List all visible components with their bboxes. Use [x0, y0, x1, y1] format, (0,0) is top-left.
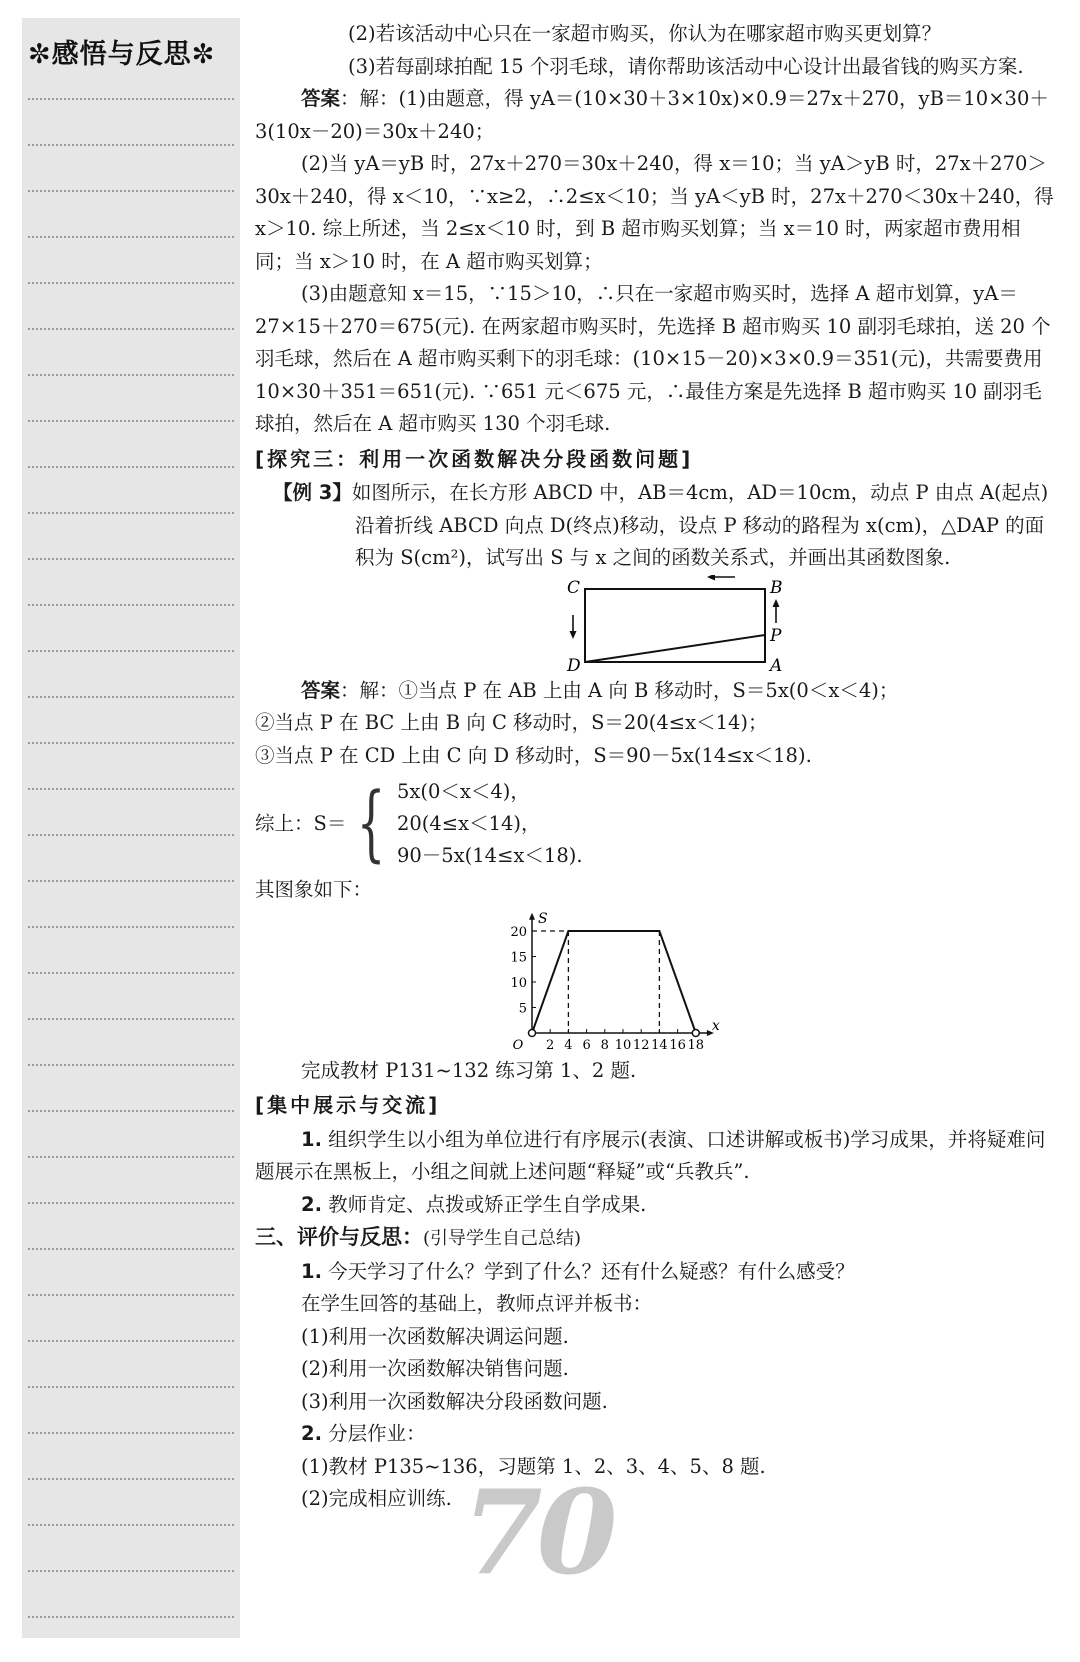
- answer-2-line-1-text: ：解：①当点 P 在 AB 上由 A 向 B 移动时，S＝5x(0＜x＜4)；: [340, 678, 899, 702]
- question-3: (3)若每副球拍配 15 个羽毛球，请你帮助该活动中心设计出最省钱的购买方案.: [348, 54, 1024, 78]
- textbook-exercise: 完成教材 P131~132 练习第 1、2 题.: [301, 1058, 637, 1082]
- homework-1: (1)教材 P135~136，习题第 1、2、3、4、5、8 题.: [301, 1454, 766, 1478]
- ruled-line: [28, 1524, 234, 1526]
- answer-1-part-3: (3)由题意知 x＝15，∵15＞10，∴只在一家超市购买时，选择 A 超市划算，yA＝27×15＋270＝675(元). 在两家超市购买时，先选择 B 超市购买 10 副羽毛球拍，送 20 个羽毛球，然后在 A 超市购买剩下的羽毛球：(10×15－20)×3×0.9＝351(元)，共需要费用 10×30＋351＝651(元). ∵651 元＜675 元，∴最佳方案是先选择 B 超市购买 10 副羽毛球拍，然后在 A 超市购买 130 个羽毛球.: [255, 282, 1051, 435]
- y-tick-label: 15: [510, 950, 527, 965]
- section-title-eval: [255, 1221, 1055, 1256]
- section-title-show: [集中展示与交流]: [255, 1093, 441, 1117]
- answer-1-part-1: [255, 83, 1055, 148]
- graph-intro: 其图象如下：: [255, 878, 373, 901]
- ruled-line: [28, 558, 234, 560]
- section-title-explore-3: [探究三：利用一次函数解决分段函数问题]: [255, 446, 694, 471]
- ruled-line: [28, 834, 234, 836]
- x-tick-label: O: [512, 1037, 524, 1053]
- x-tick-label: 2: [546, 1037, 555, 1053]
- example-label: 【例 3】: [273, 481, 352, 504]
- x-tick-label: 18: [687, 1037, 705, 1053]
- ruled-line: [28, 1248, 234, 1250]
- y-axis-arrow-icon: [529, 912, 535, 919]
- case-2: 20(4≤x＜14)，: [396, 812, 541, 835]
- label-d: D: [567, 655, 581, 675]
- ruled-line: [28, 420, 234, 422]
- open-point-start: [529, 1029, 536, 1036]
- ruled-line: [28, 1202, 234, 1204]
- eval-title: 三、评价与反思：: [255, 1225, 423, 1249]
- ruled-line: [28, 742, 234, 744]
- function-graph: [255, 907, 1055, 1055]
- ruled-line: [28, 926, 234, 928]
- ruled-line: [28, 144, 234, 146]
- answer-2-line-2: ②当点 P 在 BC 上由 B 向 C 移动时，S＝20(4≤x＜14)；: [255, 711, 768, 734]
- ruled-line: [28, 328, 234, 330]
- ruled-line: [28, 282, 234, 284]
- example-3-text: 如图所示，在长方形 ABCD 中，AB＝4cm，AD＝10cm，动点 P 由点 A(起点)沿着折线 ABCD 向点 D(终点)移动，设点 P 移动的路程为 x(cm)，△DAP 的面积为 S(cm²)，试写出 S 与 x 之间的函数关系式，并画出其函数图象.: [351, 481, 1049, 569]
- ruled-line: [28, 1570, 234, 1572]
- function-line: [532, 931, 696, 1033]
- show-item-1-text: 组织学生以小组为单位进行有序展示(表演、口述讲解或板书)学习成果，并将疑难问题展示在黑板上，小组之间就上述问题“释疑”或“兵教兵”.: [255, 1127, 1046, 1183]
- item-number: 1.: [301, 1127, 322, 1151]
- x-tick-label: 14: [651, 1037, 668, 1053]
- ruled-line: [28, 466, 234, 468]
- open-point-end: [692, 1029, 699, 1036]
- label-a: A: [770, 655, 783, 675]
- item-number: 1.: [301, 1259, 322, 1283]
- ruled-line: [28, 1110, 234, 1112]
- item-number: 2.: [301, 1192, 322, 1216]
- segment-dp: [585, 635, 765, 662]
- y-tick-label: 5: [518, 1001, 527, 1016]
- ruled-line: [28, 972, 234, 974]
- show-item-1: [255, 1124, 1055, 1189]
- x-tick-label: 6: [582, 1037, 591, 1053]
- board-item-3: (3)利用一次函数解决分段函数问题.: [301, 1389, 608, 1413]
- show-item-2-text: 教师肯定、点拨或矫正学生自学成果.: [321, 1192, 647, 1216]
- homework-2: (2)完成相应训练.: [301, 1487, 452, 1510]
- y-tick-label: 10: [510, 975, 527, 991]
- x-tick-label: 4: [564, 1037, 573, 1053]
- main-content: [255, 18, 1055, 1516]
- x-tick-label: 16: [669, 1037, 686, 1053]
- ruled-line: [28, 236, 234, 238]
- case-3: 90－5x(14≤x＜18).: [396, 844, 583, 867]
- y-axis-label: S: [538, 910, 548, 927]
- ruled-line: [28, 374, 234, 376]
- eval-question-2: [255, 1418, 1055, 1451]
- eval-question-2-text: 分层作业：: [321, 1422, 426, 1445]
- page-number: 70: [462, 1465, 612, 1601]
- arrow-left-head-icon: [707, 575, 715, 581]
- answer-label: 答案: [301, 87, 341, 110]
- ruled-line: [28, 1616, 234, 1618]
- x-axis-label: x: [711, 1017, 720, 1034]
- reflection-sidebar: [22, 18, 240, 1638]
- board-item-1: (1)利用一次函数解决调运问题.: [301, 1324, 569, 1348]
- x-tick-label: 10: [614, 1037, 632, 1053]
- ruled-line: [28, 788, 234, 790]
- ruled-line: [28, 512, 234, 514]
- arrow-up-head-icon: [773, 599, 780, 607]
- answer-label: 答案: [301, 678, 341, 702]
- question-2: (2)若该活动中心只在一家超市购买，你认为在哪家超市购买更划算？: [348, 22, 942, 45]
- answer-2-line-1: [255, 675, 1055, 708]
- eval-follow: 在学生回答的基础上，教师点评并板书：: [301, 1292, 653, 1315]
- rectangle-figure: [255, 575, 1055, 675]
- ruled-line: [28, 650, 234, 652]
- ruled-line: [28, 696, 234, 698]
- x-tick-label: 8: [600, 1037, 609, 1053]
- ruled-line: [28, 1432, 234, 1434]
- piecewise-cases: [397, 776, 583, 872]
- eval-question-1-text: 今天学习了什么？学到了什么？还有什么疑惑？有什么感受？: [321, 1259, 855, 1283]
- arrow-down-head-icon: [570, 631, 577, 639]
- sidebar-title: ✼感悟与反思✼: [28, 39, 216, 70]
- ruled-line: [28, 1018, 234, 1020]
- piecewise-summary: [255, 776, 1055, 872]
- case-1: 5x(0＜x＜4)，: [396, 780, 530, 803]
- ruled-line: [28, 1156, 234, 1158]
- answer-2-line-3: ③当点 P 在 CD 上由 C 向 D 移动时，S＝90－5x(14≤x＜18).: [255, 743, 812, 767]
- ruled-line: [28, 1294, 234, 1296]
- ruled-line: [28, 1478, 234, 1480]
- eval-subtitle: (引导学生自己总结): [423, 1228, 582, 1249]
- item-number: 2.: [301, 1422, 322, 1445]
- rectangle-abcd: [585, 589, 765, 662]
- ruled-line: [28, 1386, 234, 1388]
- label-p: P: [770, 625, 782, 646]
- y-tick-label: 20: [510, 924, 527, 940]
- ruled-line: [28, 880, 234, 882]
- answer-1-text: ：解：(1)由题意，得 yA＝(10×30＋3×10x)×0.9＝27x＋270，yB＝10×30＋3(10x－20)＝30x＋240；: [255, 87, 1049, 143]
- ruled-line: [28, 98, 234, 100]
- board-item-2: (2)利用一次函数解决销售问题.: [301, 1357, 569, 1380]
- example-3: [255, 477, 1055, 575]
- eval-question-1: [255, 1256, 1055, 1289]
- ruled-line: [28, 604, 234, 606]
- label-c: C: [567, 577, 581, 598]
- summary-label: 综上：S＝: [255, 811, 347, 835]
- show-item-2: [255, 1189, 1055, 1222]
- answer-1-part-2: (2)当 yA＝yB 时，27x＋270＝30x＋240，得 x＝10；当 yA＞yB 时，27x＋270＞30x＋240，得 x＜10，∵x≥2，∴2≤x＜10；当 yA＜yB 时，27x＋270＜30x＋240，得 x＞10. 综上所述，当 2≤x＜10 时，到 B 超市购买划算；当 x＝10 时，两家超市费用相同；当 x＞10 时，在 A 超市购买划算；: [255, 152, 1054, 273]
- label-b: B: [770, 577, 783, 598]
- ruled-line: [28, 1340, 234, 1342]
- ruled-line: [28, 1064, 234, 1066]
- brace-icon: {: [356, 776, 385, 871]
- ruled-line: [28, 190, 234, 192]
- x-tick-label: 12: [632, 1037, 650, 1053]
